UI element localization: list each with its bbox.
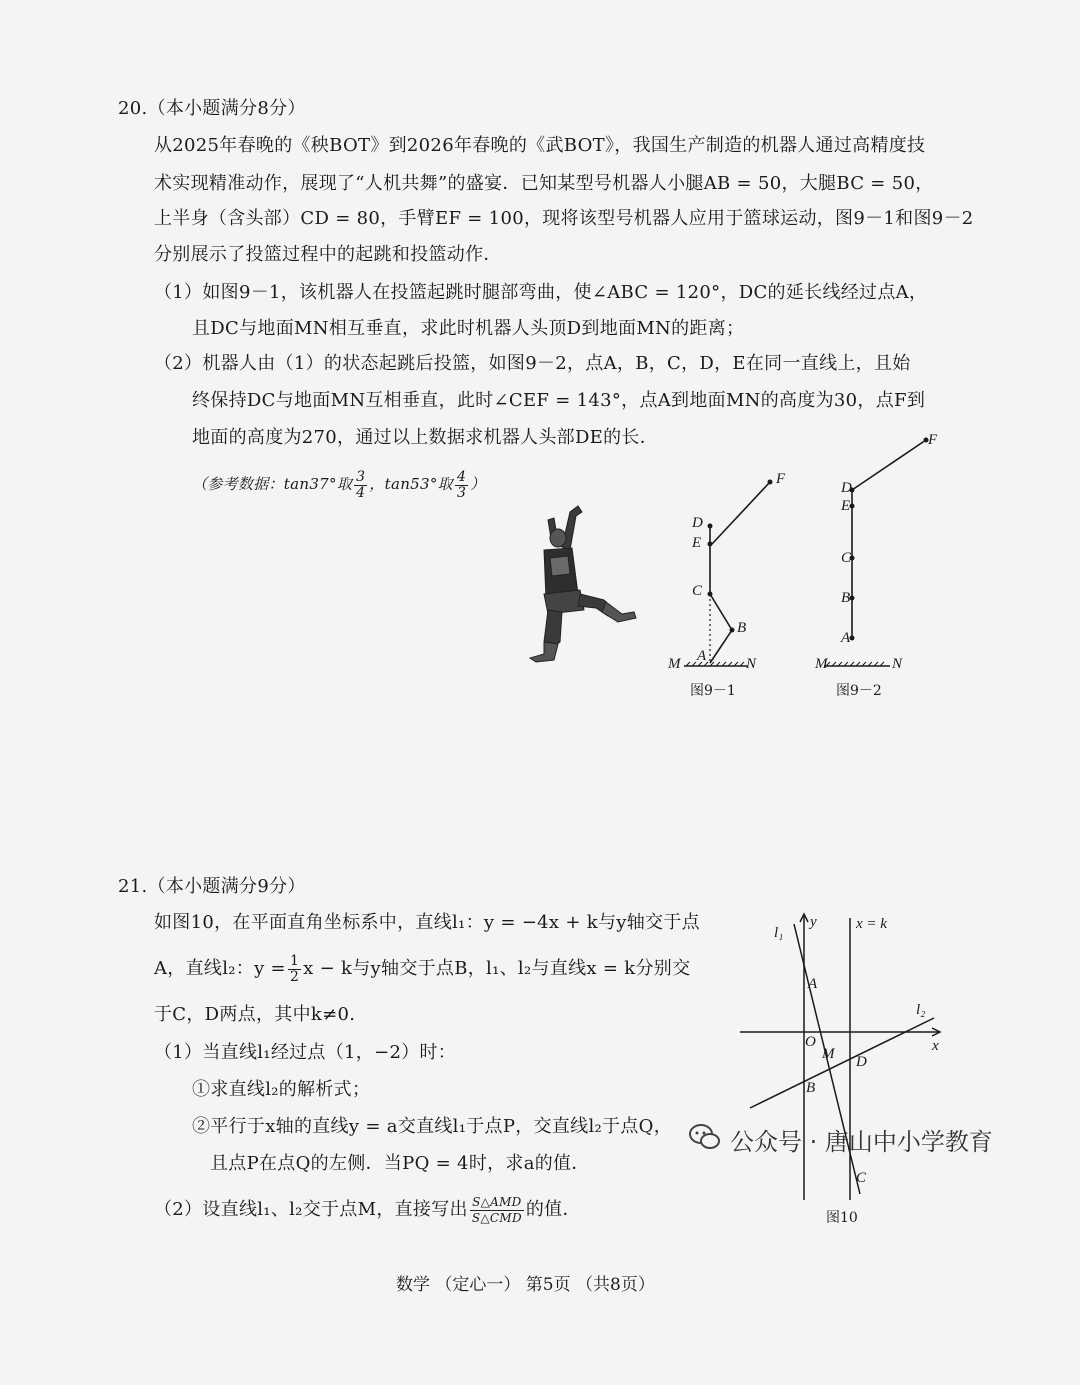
q20-header: 20.（本小题满分8分）: [118, 98, 306, 119]
ref-prefix: （参考数据：tan37°取: [192, 475, 353, 493]
fig10-label-C: C: [856, 1170, 867, 1186]
wechat-icon: [688, 1122, 722, 1152]
q21-text-line: 于C，D两点，其中k≠0.: [154, 1004, 356, 1025]
q20-part2-line: 终保持DC与地面MN互相垂直，此时∠CEF = 143°，点A到地面MN的高度为30，点F到: [192, 390, 926, 411]
watermark-text: 公众号 · 唐山中小学教育: [730, 1128, 993, 1156]
page-footer: 数学 （定心一） 第5页 （共8页）: [396, 1275, 655, 1295]
fig10-label-A: A: [808, 976, 818, 992]
ref-suffix: ）: [470, 475, 486, 493]
ref-mid: ，tan53°取: [369, 475, 453, 493]
area-ratio-fraction: $\frac{\text{S△AMD}}{\text{S△CMD}}$: [471, 1194, 522, 1225]
q21-sub2b: 且点P在点Q的左侧．当PQ = 4时，求a的值．: [210, 1153, 590, 1174]
fig9-1-label-C: C: [692, 583, 703, 599]
q20-text-line: 术实现精准动作，展现了“人机共舞”的盛宴．已知某型号机器人小腿AB = 50，大腿BC = 50，: [154, 173, 934, 194]
fig9-2-label-C: C: [841, 550, 852, 566]
q21-sub2a: ②平行于x轴的直线y = a交直线l₁于点P，交直线l₂于点Q，: [192, 1116, 672, 1137]
q21-l2-prefix: A，直线l₂：y =: [154, 958, 286, 979]
figure-9-2: [810, 430, 950, 690]
fraction-4-3: $\frac{4}{3}$: [456, 468, 467, 501]
thigh-CB: [710, 594, 732, 630]
arm-EF: [852, 440, 926, 490]
fig9-1-label-F: F: [776, 471, 786, 487]
fig9-1-caption: 图9－1: [690, 683, 736, 699]
fig10-label-x: x: [932, 1038, 939, 1054]
robot-jumping-image: [522, 502, 642, 667]
fig10-caption: 图10: [826, 1210, 858, 1226]
q20-text-line: 从2025年春晚的《秧BOT》到2026年春晚的《武BOT》，我国生产制造的机器人通过高精度技: [154, 135, 926, 156]
reference-data: [192, 466, 486, 502]
fig9-2-label-E: E: [841, 498, 851, 514]
fig9-2-label-M: M: [815, 656, 828, 672]
q20-text-line: 上半身（含头部）CD = 80，手臂EF = 100，现将该型号机器人应用于篮球运动，图9－1和图9－2: [154, 208, 974, 229]
arm-EF: [712, 482, 770, 544]
fig10-label-y: y: [810, 914, 817, 930]
fig9-2-label-N: N: [892, 656, 903, 672]
fig9-1-label-E: E: [692, 535, 702, 551]
fig10-label-M: M: [822, 1046, 835, 1062]
fig9-1-label-D: D: [692, 515, 703, 531]
fig10-label-l2: l₂: [916, 1002, 926, 1018]
q21-part1: （1）当直线l₁经过点（1，−2）时：: [154, 1042, 457, 1063]
fig9-2-caption: 图9－2: [836, 683, 882, 699]
fig9-1-label-N: N: [746, 656, 757, 672]
q21-text-line: 如图10，在平面直角坐标系中，直线l₁：y = −4x + k与y轴交于点: [154, 912, 700, 933]
fig9-2-label-B: B: [841, 590, 851, 606]
fraction-1-2: $\frac{1}{2}$: [289, 952, 300, 985]
fig10-label-O: O: [805, 1034, 816, 1050]
q21-part2-prefix: （2）设直线l₁、l₂交于点M，直接写出: [154, 1199, 468, 1220]
fig9-2-label-F: F: [928, 432, 938, 448]
q21-sub1: ①求直线l₂的解析式；: [192, 1079, 371, 1100]
fig9-2-label-D: D: [841, 480, 852, 496]
q21-header: 21.（本小题满分9分）: [118, 876, 306, 897]
fig10-label-B: B: [806, 1080, 816, 1096]
q21-part2-suffix: 的值．: [525, 1199, 581, 1220]
q20-part2-line: （2）机器人由（1）的状态起跳后投篮，如图9－2，点A，B，C，D，E在同一直线上，且始: [154, 353, 911, 374]
fig9-1-label-M: M: [668, 656, 681, 672]
q20-part2-line: 地面的高度为270，通过以上数据求机器人头部DE的长．: [192, 427, 659, 448]
q21-part2: [154, 1188, 581, 1232]
q20-part1-line: 且DC与地面MN相互垂直，求此时机器人头顶D到地面MN的距离；: [192, 318, 745, 339]
q21-l2-suffix: x − k与y轴交于点B，l₁、l₂与直线x = k分别交: [303, 958, 691, 979]
fig10-label-D: D: [856, 1054, 867, 1070]
fig10-label-l1: l₁: [774, 925, 784, 941]
fig9-2-label-A: A: [841, 630, 851, 646]
fig9-1-label-A: A: [697, 648, 707, 664]
shank-BA: [710, 630, 732, 663]
figure-10: [738, 910, 948, 1210]
q21-text-line-2: [154, 950, 690, 988]
figure-9-1: [660, 470, 800, 700]
q20-text-line: 分别展示了投篮过程中的起跳和投篮动作．: [154, 244, 502, 265]
q20-part1-line: （1）如图9－1，该机器人在投篮起跳时腿部弯曲，使∠ABC = 120°，DC的延长线经过点A，: [154, 282, 928, 303]
fig10-label-x-equals-k: x = k: [856, 916, 887, 932]
fraction-3-4: $\frac{3}{4}$: [356, 468, 366, 501]
fig9-1-label-B: B: [737, 620, 747, 636]
